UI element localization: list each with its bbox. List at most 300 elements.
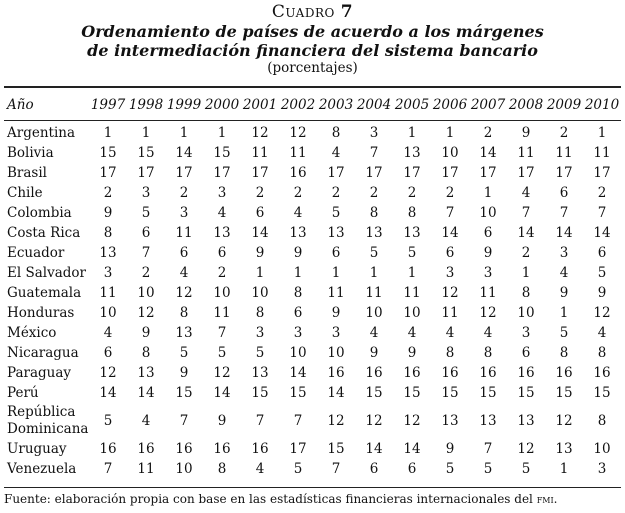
year-header: 1997	[90, 97, 126, 113]
rank-cell: 12	[137, 305, 155, 321]
rank-cell: 15	[517, 385, 535, 401]
rank-cell: 2	[331, 185, 341, 201]
rank-cell: 6	[141, 225, 151, 241]
rank-cell: 12	[327, 413, 345, 429]
rank-cell: 5	[331, 205, 341, 221]
rank-cell: 4	[217, 205, 227, 221]
table-bottom-rule	[4, 487, 621, 488]
rank-cell: 11	[99, 285, 117, 301]
rank-cell: 11	[289, 145, 307, 161]
table-row	[4, 403, 621, 439]
rank-cell: 14	[479, 145, 497, 161]
table-number: 7	[340, 2, 354, 22]
rank-cell: 8	[293, 285, 303, 301]
rank-cell: 5	[141, 205, 151, 221]
table-row	[4, 243, 621, 263]
rank-cell: 5	[103, 413, 113, 429]
rank-cell: 15	[251, 385, 269, 401]
rank-cell: 11	[251, 145, 269, 161]
rank-cell: 1	[369, 265, 379, 281]
rank-cell: 1	[217, 125, 227, 141]
rank-cell: 11	[555, 145, 573, 161]
rank-cell: 8	[331, 125, 341, 141]
rank-cell: 16	[99, 441, 117, 457]
rank-cell: 10	[479, 205, 497, 221]
rank-cell: 17	[593, 165, 611, 181]
rank-cell: 3	[179, 205, 189, 221]
country-name: Brasil	[7, 165, 47, 181]
rank-cell: 2	[445, 185, 455, 201]
rank-cell: 6	[483, 225, 493, 241]
rank-cell: 17	[99, 165, 117, 181]
rank-cell: 13	[175, 325, 193, 341]
year-header: 2002	[280, 97, 316, 113]
rank-cell: 5	[369, 245, 379, 261]
table-row	[4, 439, 621, 459]
country-name: Argentina	[7, 125, 76, 141]
rank-cell: 15	[289, 385, 307, 401]
rank-cell: 12	[593, 305, 611, 321]
year-header: 2004	[356, 97, 392, 113]
rank-cell: 7	[331, 461, 341, 477]
table-header-row	[4, 92, 621, 118]
rank-cell: 7	[103, 461, 113, 477]
rank-cell: 13	[137, 365, 155, 381]
rank-cell: 11	[213, 305, 231, 321]
rank-cell: 3	[217, 185, 227, 201]
table-row	[4, 363, 621, 383]
rank-cell: 9	[331, 305, 341, 321]
rank-cell: 16	[441, 365, 459, 381]
rank-cell: 6	[407, 461, 417, 477]
rank-cell: 1	[255, 265, 265, 281]
rank-cell: 14	[327, 385, 345, 401]
year-header: 1999	[166, 97, 202, 113]
table-row	[4, 283, 621, 303]
rank-cell: 6	[445, 245, 455, 261]
table-body	[4, 123, 621, 479]
year-header: 2001	[242, 97, 278, 113]
rank-cell: 15	[403, 385, 421, 401]
rank-cell: 12	[213, 365, 231, 381]
country-name: Perú	[7, 385, 39, 401]
rank-cell: 12	[517, 441, 535, 457]
rank-cell: 8	[521, 285, 531, 301]
rank-cell: 4	[369, 325, 379, 341]
rank-cell: 10	[593, 441, 611, 457]
rank-cell: 5	[445, 461, 455, 477]
rank-cell: 10	[289, 345, 307, 361]
country-name: El Salvador	[7, 265, 86, 281]
country-name: Guatemala	[7, 285, 82, 301]
rank-cell: 3	[445, 265, 455, 281]
rank-cell: 6	[103, 345, 113, 361]
rank-cell: 13	[479, 413, 497, 429]
rank-cell: 3	[293, 325, 303, 341]
rank-cell: 10	[99, 305, 117, 321]
rank-cell: 15	[441, 385, 459, 401]
rank-cell: 2	[369, 185, 379, 201]
rank-cell: 1	[559, 305, 569, 321]
rank-cell: 16	[137, 441, 155, 457]
rank-cell: 13	[289, 225, 307, 241]
rank-cell: 9	[445, 441, 455, 457]
rank-cell: 12	[365, 413, 383, 429]
rank-cell: 9	[141, 325, 151, 341]
rank-cell: 13	[99, 245, 117, 261]
rank-cell: 12	[251, 125, 269, 141]
rank-cell: 2	[597, 185, 607, 201]
year-header: 2003	[318, 97, 354, 113]
rank-cell: 16	[251, 441, 269, 457]
rank-cell: 13	[517, 413, 535, 429]
rank-cell: 4	[179, 265, 189, 281]
rank-cell: 10	[213, 285, 231, 301]
rank-cell: 15	[479, 385, 497, 401]
table-row	[4, 263, 621, 283]
rank-cell: 3	[369, 125, 379, 141]
rank-cell: 11	[593, 145, 611, 161]
rank-cell: 7	[521, 205, 531, 221]
source-text: Fuente: elaboración propia con base en las estadísticas financieras internacionales del	[4, 492, 533, 506]
rank-cell: 1	[331, 265, 341, 281]
rank-cell: 14	[441, 225, 459, 241]
rank-cell: 3	[483, 265, 493, 281]
table-top-rule	[4, 86, 621, 88]
rank-cell: 5	[179, 345, 189, 361]
rank-cell: 2	[103, 185, 113, 201]
rank-cell: 13	[365, 225, 383, 241]
table-row	[4, 123, 621, 143]
rank-cell: 9	[483, 245, 493, 261]
rank-cell: 10	[137, 285, 155, 301]
rank-cell: 12	[99, 365, 117, 381]
rank-cell: 3	[255, 325, 265, 341]
rank-cell: 15	[175, 385, 193, 401]
rank-cell: 14	[593, 225, 611, 241]
rank-cell: 17	[327, 165, 345, 181]
rank-cell: 17	[251, 165, 269, 181]
table-label	[0, 2, 625, 22]
rank-cell: 8	[103, 225, 113, 241]
rank-cell: 1	[179, 125, 189, 141]
rank-cell: 6	[521, 345, 531, 361]
rank-cell: 14	[251, 225, 269, 241]
rank-cell: 8	[407, 205, 417, 221]
rank-cell: 7	[141, 245, 151, 261]
country-name: Costa Rica	[7, 225, 81, 241]
table-label-word: Cuadro	[271, 2, 335, 22]
rank-cell: 16	[365, 365, 383, 381]
rank-cell: 4	[407, 325, 417, 341]
year-header: 2007	[470, 97, 506, 113]
table-title-line-1: Ordenamiento de países de acuerdo a los márgenes	[81, 22, 544, 41]
rank-cell: 17	[213, 165, 231, 181]
rank-cell: 6	[597, 245, 607, 261]
rank-cell: 10	[365, 305, 383, 321]
rank-cell: 4	[597, 325, 607, 341]
rank-cell: 13	[403, 225, 421, 241]
rank-cell: 6	[217, 245, 227, 261]
rank-cell: 9	[179, 365, 189, 381]
rank-cell: 7	[179, 413, 189, 429]
rank-cell: 14	[403, 441, 421, 457]
rank-cell: 5	[255, 345, 265, 361]
rank-cell: 4	[141, 413, 151, 429]
rank-cell: 13	[555, 441, 573, 457]
rank-cell: 1	[483, 185, 493, 201]
ranking-table	[4, 92, 621, 479]
rank-cell: 7	[255, 413, 265, 429]
year-header: 2008	[508, 97, 544, 113]
rank-cell: 14	[555, 225, 573, 241]
rank-cell: 3	[521, 325, 531, 341]
rank-cell: 7	[559, 205, 569, 221]
rank-cell: 16	[403, 365, 421, 381]
rank-cell: 6	[559, 185, 569, 201]
rank-cell: 3	[331, 325, 341, 341]
year-header: 1998	[128, 97, 164, 113]
rank-cell: 14	[289, 365, 307, 381]
rank-cell: 16	[593, 365, 611, 381]
year-header: 2010	[584, 97, 620, 113]
rank-cell: 12	[403, 413, 421, 429]
table-title-line-2: de intermediación financiera del sistema bancario	[87, 41, 538, 60]
rank-cell: 16	[289, 165, 307, 181]
rank-cell: 1	[559, 461, 569, 477]
rank-cell: 4	[445, 325, 455, 341]
rank-cell: 3	[597, 461, 607, 477]
rank-cell: 15	[137, 145, 155, 161]
rank-cell: 9	[369, 345, 379, 361]
rank-cell: 2	[217, 265, 227, 281]
rank-cell: 16	[517, 365, 535, 381]
rank-cell: 7	[483, 441, 493, 457]
rank-cell: 8	[369, 205, 379, 221]
rank-cell: 14	[365, 441, 383, 457]
rank-cell: 6	[331, 245, 341, 261]
rank-cell: 1	[407, 125, 417, 141]
country-name: Paraguay	[7, 365, 72, 381]
rank-cell: 4	[255, 461, 265, 477]
rank-cell: 17	[441, 165, 459, 181]
rank-cell: 8	[597, 345, 607, 361]
rank-cell: 13	[251, 365, 269, 381]
rank-cell: 8	[179, 305, 189, 321]
rank-cell: 9	[103, 205, 113, 221]
rank-cell: 1	[141, 125, 151, 141]
rank-cell: 2	[407, 185, 417, 201]
rank-cell: 14	[137, 385, 155, 401]
rank-cell: 14	[99, 385, 117, 401]
rank-cell: 2	[255, 185, 265, 201]
rank-cell: 16	[327, 365, 345, 381]
rank-cell: 17	[555, 165, 573, 181]
rank-cell: 17	[403, 165, 421, 181]
rank-cell: 11	[327, 285, 345, 301]
rank-cell: 14	[175, 145, 193, 161]
country-name: Honduras	[7, 305, 75, 321]
rank-cell: 3	[103, 265, 113, 281]
rank-cell: 1	[597, 125, 607, 141]
rank-cell: 5	[597, 265, 607, 281]
rank-cell: 3	[141, 185, 151, 201]
rank-cell: 17	[137, 165, 155, 181]
rank-cell: 8	[141, 345, 151, 361]
rank-cell: 7	[293, 413, 303, 429]
rank-cell: 4	[103, 325, 113, 341]
country-name: Bolivia	[7, 145, 54, 161]
rank-cell: 11	[365, 285, 383, 301]
rank-cell: 5	[521, 461, 531, 477]
year-header: 2009	[546, 97, 582, 113]
rank-cell: 9	[255, 245, 265, 261]
rank-cell: 8	[445, 345, 455, 361]
rank-cell: 17	[289, 441, 307, 457]
rank-cell: 2	[141, 265, 151, 281]
rank-cell: 1	[407, 265, 417, 281]
table-title-block	[0, 0, 625, 76]
rank-cell: 15	[213, 145, 231, 161]
rank-cell: 2	[293, 185, 303, 201]
rank-cell: 5	[483, 461, 493, 477]
rank-cell: 15	[327, 441, 345, 457]
rank-cell: 1	[103, 125, 113, 141]
rank-cell: 2	[179, 185, 189, 201]
rank-cell: 16	[175, 441, 193, 457]
table-row	[4, 343, 621, 363]
country-name: Nicaragua	[7, 345, 79, 361]
rank-cell: 10	[517, 305, 535, 321]
rank-cell: 12	[175, 285, 193, 301]
country-name: Uruguay	[7, 441, 67, 457]
rank-cell: 5	[293, 461, 303, 477]
table-row	[4, 323, 621, 343]
rank-cell: 6	[179, 245, 189, 261]
country-name: Venezuela	[7, 461, 77, 477]
country-name: Ecuador	[7, 245, 65, 261]
rank-cell: 8	[255, 305, 265, 321]
rank-cell: 15	[593, 385, 611, 401]
rank-cell: 7	[369, 145, 379, 161]
table-row	[4, 459, 621, 479]
table-row	[4, 223, 621, 243]
year-header: 2000	[204, 97, 240, 113]
table-row	[4, 183, 621, 203]
table-row	[4, 383, 621, 403]
table-units: (porcentajes)	[267, 60, 358, 76]
rank-cell: 9	[217, 413, 227, 429]
rank-cell: 13	[441, 413, 459, 429]
rank-cell: 12	[441, 285, 459, 301]
rank-cell: 4	[331, 145, 341, 161]
rank-cell: 5	[559, 325, 569, 341]
rank-cell: 11	[175, 225, 193, 241]
rank-cell: 16	[213, 441, 231, 457]
rank-cell: 12	[555, 413, 573, 429]
rank-cell: 2	[483, 125, 493, 141]
rank-cell: 17	[517, 165, 535, 181]
year-header: 2006	[432, 97, 468, 113]
country-name: México	[7, 325, 57, 341]
rank-cell: 8	[483, 345, 493, 361]
rank-cell: 1	[445, 125, 455, 141]
rank-cell: 17	[175, 165, 193, 181]
table-row	[4, 143, 621, 163]
country-name: República Dominicana	[7, 404, 89, 437]
rank-cell: 9	[293, 245, 303, 261]
rank-cell: 16	[555, 365, 573, 381]
rank-cell: 11	[517, 145, 535, 161]
rank-cell: 7	[445, 205, 455, 221]
rank-cell: 6	[369, 461, 379, 477]
table-row	[4, 203, 621, 223]
rank-cell: 4	[559, 265, 569, 281]
rank-cell: 2	[559, 125, 569, 141]
rank-cell: 10	[327, 345, 345, 361]
rank-cell: 11	[441, 305, 459, 321]
country-name: Chile	[7, 185, 43, 201]
country-name: Colombia	[7, 205, 72, 221]
rank-cell: 3	[559, 245, 569, 261]
source-abbreviation: fmi.	[536, 492, 558, 506]
source-note	[4, 491, 621, 507]
rank-cell: 5	[407, 245, 417, 261]
table-row	[4, 303, 621, 323]
rank-cell: 10	[251, 285, 269, 301]
rank-cell: 13	[213, 225, 231, 241]
rank-cell: 7	[597, 205, 607, 221]
rank-cell: 6	[293, 305, 303, 321]
rank-cell: 8	[217, 461, 227, 477]
rank-cell: 12	[289, 125, 307, 141]
rank-cell: 4	[521, 185, 531, 201]
row-header-label: Año	[7, 97, 34, 113]
rank-cell: 4	[293, 205, 303, 221]
rank-cell: 4	[483, 325, 493, 341]
rank-cell: 14	[213, 385, 231, 401]
rank-cell: 15	[99, 145, 117, 161]
rank-cell: 9	[521, 125, 531, 141]
rank-cell: 10	[175, 461, 193, 477]
rank-cell: 2	[521, 245, 531, 261]
rank-cell: 11	[479, 285, 497, 301]
rank-cell: 9	[407, 345, 417, 361]
rank-cell: 12	[479, 305, 497, 321]
rank-cell: 13	[403, 145, 421, 161]
rank-cell: 16	[479, 365, 497, 381]
rank-cell: 15	[555, 385, 573, 401]
rank-cell: 6	[255, 205, 265, 221]
rank-cell: 13	[327, 225, 345, 241]
rank-cell: 9	[559, 285, 569, 301]
rank-cell: 8	[559, 345, 569, 361]
rank-cell: 15	[365, 385, 383, 401]
rank-cell: 8	[597, 413, 607, 429]
rank-cell: 5	[217, 345, 227, 361]
rank-cell: 1	[293, 265, 303, 281]
rank-cell: 10	[403, 305, 421, 321]
rank-cell: 9	[597, 285, 607, 301]
year-header: 2005	[394, 97, 430, 113]
rank-cell: 7	[217, 325, 227, 341]
rank-cell: 14	[517, 225, 535, 241]
rank-cell: 11	[137, 461, 155, 477]
rank-cell: 11	[403, 285, 421, 301]
table-row	[4, 163, 621, 183]
rank-cell: 1	[521, 265, 531, 281]
rank-cell: 10	[441, 145, 459, 161]
